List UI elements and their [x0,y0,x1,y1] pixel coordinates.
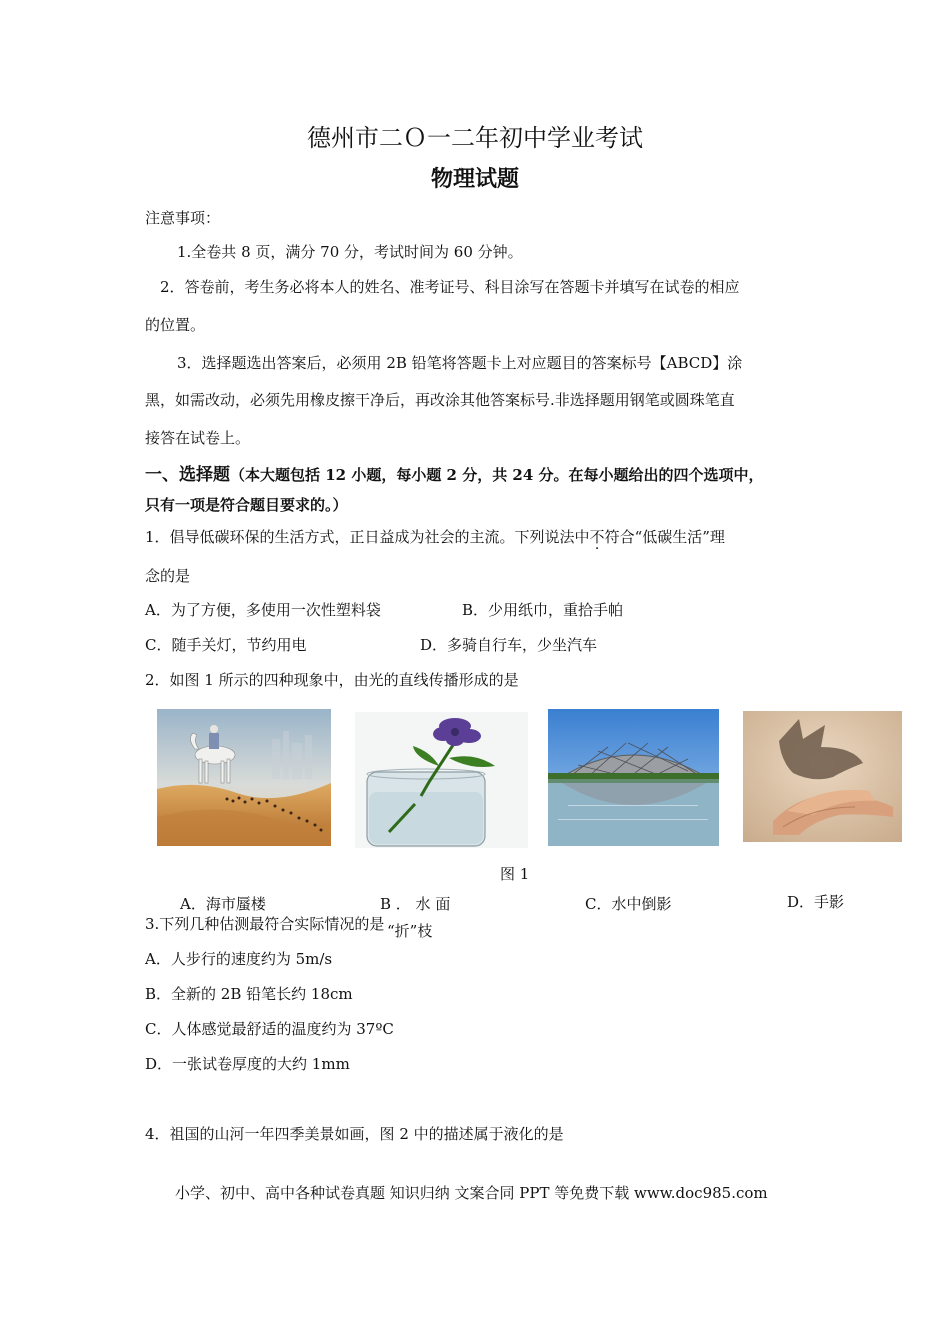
q2-stem: 2．如图 1 所示的四种现象中，由光的直线传播形成的是 [145,671,519,689]
mirage-image [157,709,331,846]
q4-stem: 4．祖国的山河一年四季美景如画，图 2 中的描述属于液化的是 [145,1125,564,1143]
bent-stem-image [355,712,528,848]
page-footer: 小学、初中、高中各种试卷真题 知识归纳 文案合同 PPT 等免费下载 www.doc985.com [175,1184,768,1202]
section-1-title: 一、选择题 [145,465,230,485]
notice-heading: 注意事项： [145,209,221,227]
q1-option-b: B．少用纸巾，重拾手帕 [462,601,624,619]
section-1-desc: （本大题包括 12 小题，每小题 2 分，共 24 分。在每小题给出的四个选项中， [230,466,764,484]
q1-option-c: C．随手关灯，节约用电 [145,636,307,654]
notice-item-1: 1.全卷共 8 页，满分 70 分，考试时间为 60 分钟。 [177,243,523,261]
q3-option-c: C．人体感觉最舒适的温度约为 37ºC [145,1020,394,1038]
caption-a: A．海市蜃楼 [180,895,266,913]
section-1-header [145,460,764,485]
q3-option-a: A．人步行的速度约为 5m/s [145,950,333,968]
q1-option-d: D．多骑自行车，少坐汽车 [420,636,598,654]
q3-stem: 3.下列几种估测最符合实际情况的是 [145,915,385,933]
caption-b: B ． 水 面 [380,895,451,913]
q1-option-a: A．为了方便，多使用一次性塑料袋 [145,601,381,619]
q3-option-d: D．一张试卷厚度的大约 1mm [145,1055,350,1073]
notice-item-2-cont: 的位置。 [145,316,206,334]
exam-title: 德州市二Ｏ一二年初中学业考试 [307,124,643,152]
q1-stem-cont: 念的是 [145,567,191,585]
caption-d: D．手影 [787,893,845,911]
caption-b-cont: “折”枝 [387,922,433,940]
notice-item-3: 3．选择题选出答案后，必须用 2B 铅笔将答题卡上对应题目的答案标号【ABCD】涂 [177,354,743,372]
q1-emphasis-mark: 不 [589,528,605,546]
figure-1-label: 图 1 [500,865,530,883]
notice-item-2: 2．答卷前，考生务必将本人的姓名、准考证号、科目涂写在答题卡并填写在试卷的相应 [160,278,740,296]
reflection-image [548,709,719,846]
q1-stem [145,526,725,547]
q1-stem-part1: 1．倡导低碳环保的生活方式，正日益成为社会的主流。下列说法中 [145,528,590,546]
section-1-desc-cont: 只有一项是符合题目要求的。） [145,496,348,514]
hand-shadow-image [743,711,902,842]
caption-c: C．水中倒影 [585,895,672,913]
notice-item-3-end: 接答在试卷上。 [145,429,251,447]
notice-item-3-cont: 黑，如需改动，必须先用橡皮擦干净后，再改涂其他答案标号.非选择题用钢笔或圆珠笔直 [145,391,735,409]
q1-stem-part2: 符合“低碳生活”理 [604,528,725,546]
exam-subject: 物理试题 [430,167,519,192]
q3-option-b: B．全新的 2B 铅笔长约 18cm [145,985,353,1003]
